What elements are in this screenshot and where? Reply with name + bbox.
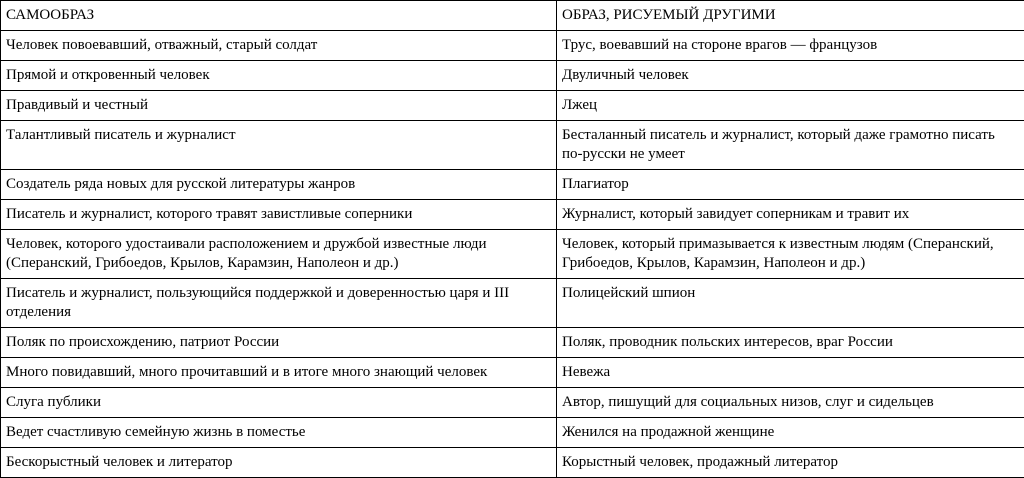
table-row: [1, 418, 1024, 448]
table-cell-others-image: Невежа: [557, 358, 1024, 388]
table-cell-others-image: Поляк, проводник польских интересов, враг России: [557, 328, 1024, 358]
header-cell-others-image: ОБРАЗ, РИСУЕМЫЙ ДРУГИМИ: [557, 1, 1024, 31]
table-cell-self-image: Человек, которого удостаивали расположением и дружбой известные люди (Сперанский, Грибоедов, Крылов, Карамзин, Наполеон и др.): [1, 230, 557, 279]
table-cell-others-image: Женился на продажной женщине: [557, 418, 1024, 448]
table-header-row: [1, 1, 1024, 31]
table-cell-self-image: Слуга публики: [1, 388, 557, 418]
table-cell-self-image: Писатель и журналист, которого травят завистливые соперники: [1, 200, 557, 230]
table-cell-self-image: Бескорыстный человек и литератор: [1, 448, 557, 478]
table-row: [1, 91, 1024, 121]
header-cell-self-image: САМООБРАЗ: [1, 1, 557, 31]
table-cell-self-image: Талантливый писатель и журналист: [1, 121, 557, 170]
table-cell-self-image: Создатель ряда новых для русской литературы жанров: [1, 170, 557, 200]
table-cell-self-image: Человек повоевавший, отважный, старый солдат: [1, 31, 557, 61]
table-row: [1, 448, 1024, 478]
table-cell-others-image: Автор, пишущий для социальных низов, слуг и сидельцев: [557, 388, 1024, 418]
table-cell-others-image: Трус, воевавший на стороне врагов — французов: [557, 31, 1024, 61]
table-row: [1, 170, 1024, 200]
table-row: [1, 358, 1024, 388]
table-cell-others-image: Плагиатор: [557, 170, 1024, 200]
table-cell-others-image: Двуличный человек: [557, 61, 1024, 91]
table-row: [1, 279, 1024, 328]
table-cell-self-image: Прямой и откровенный человек: [1, 61, 557, 91]
table-row: [1, 121, 1024, 170]
table-cell-self-image: Ведет счастливую семейную жизнь в поместье: [1, 418, 557, 448]
table-row: [1, 61, 1024, 91]
table-cell-others-image: Полицейский шпион: [557, 279, 1024, 328]
table-cell-others-image: Корыстный человек, продажный литератор: [557, 448, 1024, 478]
table-row: [1, 388, 1024, 418]
table-cell-self-image: Много повидавший, много прочитавший и в итоге много знающий человек: [1, 358, 557, 388]
table-cell-others-image: Бесталанный писатель и журналист, который даже грамотно писать по-русски не умеет: [557, 121, 1024, 170]
table-row: [1, 31, 1024, 61]
table-row: [1, 328, 1024, 358]
table-cell-self-image: Писатель и журналист, пользующийся поддержкой и доверенностью царя и III отделения: [1, 279, 557, 328]
table-row: [1, 200, 1024, 230]
table-cell-others-image: Человек, который примазывается к известным людям (Сперанский, Грибоедов, Крылов, Карамзин, Наполеон и др.): [557, 230, 1024, 279]
table-cell-others-image: Лжец: [557, 91, 1024, 121]
table-cell-self-image: Поляк по происхождению, патриот России: [1, 328, 557, 358]
table-cell-self-image: Правдивый и честный: [1, 91, 557, 121]
table-row: [1, 230, 1024, 279]
table-cell-others-image: Журналист, который завидует соперникам и травит их: [557, 200, 1024, 230]
